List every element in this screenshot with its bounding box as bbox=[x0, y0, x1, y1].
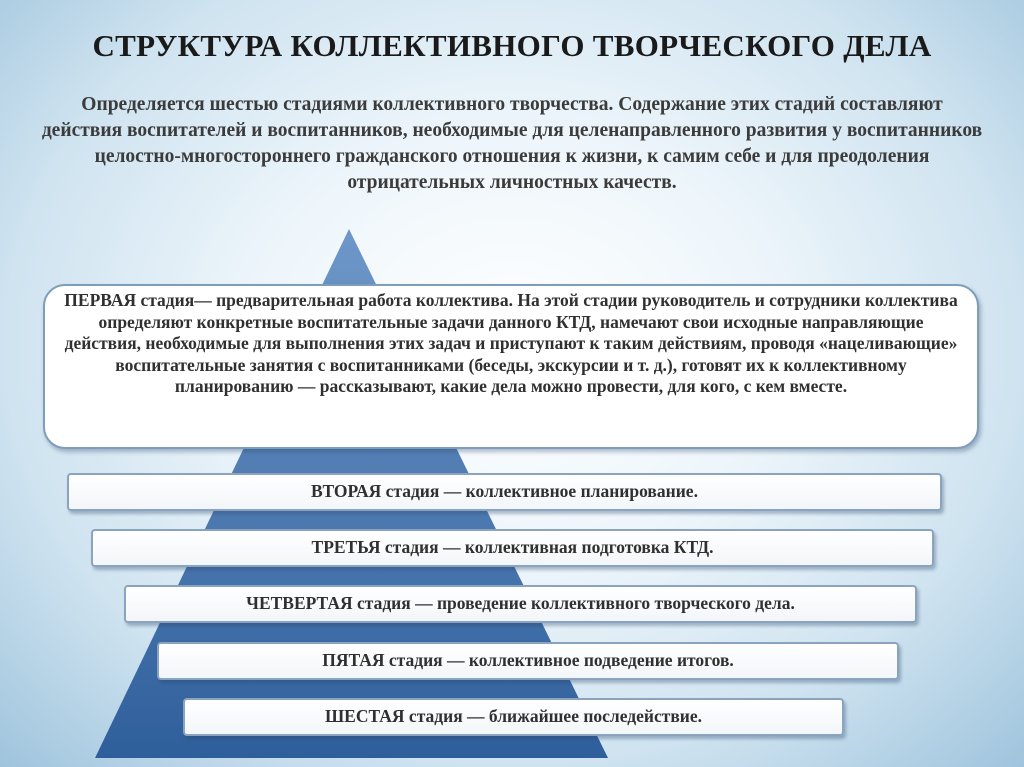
stage-6-box: ШЕСТАЯ стадия — ближайшее последействие. bbox=[183, 698, 844, 736]
stage-4-box: ЧЕТВЕРТАЯ стадия — проведение коллективного творческого дела. bbox=[124, 585, 917, 623]
stage-3-box: ТРЕТЬЯ стадия — коллективная подготовка КТД. bbox=[91, 529, 934, 567]
stage-2-box: ВТОРАЯ стадия — коллективное планирование. bbox=[67, 473, 942, 511]
intro-text: Определяется шестью стадиями коллективного творчества. Содержание этих стадий составляют действия воспитателей и воспитанников, необходимые для целенаправленного развития у воспитанников целостно-многостороннего гражданского отношения к жизни, к самим себе и для преодоления отрицательных личностных качеств. bbox=[41, 94, 983, 193]
stage-5-box: ПЯТАЯ стадия — коллективное подведение итогов. bbox=[157, 642, 899, 680]
stage-1-box: ПЕРВАЯ стадия— предварительная работа коллектива. На этой стадии руководитель и сотрудники коллектива определяют конкретные воспитательные задачи данного КТД, намечают свои исходные направляющие действия, необходимые для выполнения этих задач и приступают к таким действиям, проводя «нацеливающие» воспитательные занятия с воспитанниками (беседы, экскурсии и т. д.), готовят их к коллективному планированию — рассказывают, какие дела можно провести, для кого, с кем вместе. bbox=[43, 284, 979, 449]
slide-title: СТРУКТУРА КОЛЛЕКТИВНОГО ТВОРЧЕСКОГО ДЕЛА bbox=[92, 28, 932, 63]
